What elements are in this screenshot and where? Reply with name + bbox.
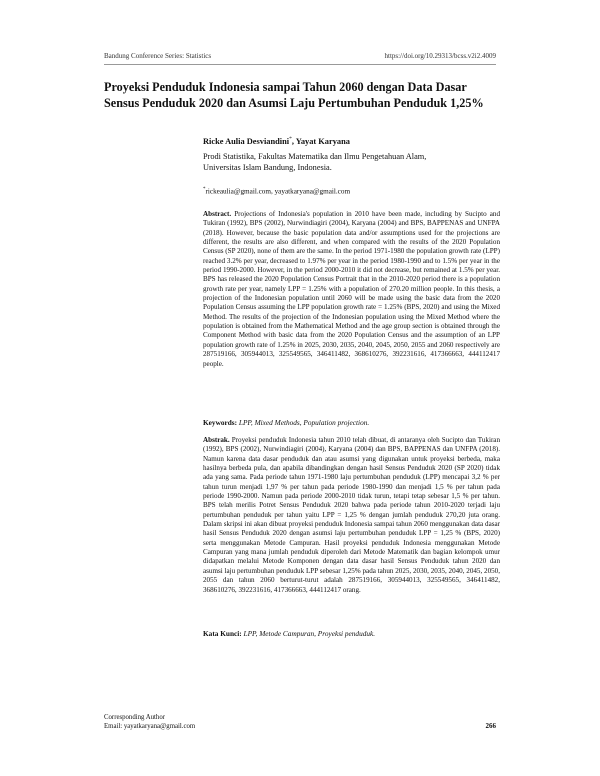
kata-kunci-text: LPP, Metode Campuran, Proyeksi penduduk. <box>243 629 376 638</box>
abstrak-label: Abstrak. <box>203 436 230 444</box>
keywords-label: Keywords: <box>203 418 238 427</box>
email-text: rickeaulia@gmail.com, yayatkaryana@gmail.com <box>205 187 351 196</box>
author-emails <box>203 187 350 195</box>
affiliation-line: Prodi Statistika, Fakultas Matematika dan Ilmu Pengetahuan Alam, <box>203 152 427 161</box>
corresponding-label: Corresponding Author <box>104 714 165 721</box>
author-list <box>203 136 350 146</box>
paper-title: Proyeksi Penduduk Indonesia sampai Tahun 2060 dengan Data Dasar Sensus Penduduk 2020 dan Asumsi Laju Pertumbuhan Penduduk 1,25% <box>104 80 484 110</box>
corresponding-mark: * <box>289 136 292 142</box>
abstrak-text: Proyeksi penduduk Indonesia tahun 2010 telah dibuat, di antaranya oleh Sucipto dan Tukiran (1992), BPS (2002), Nurwindiagiri (2004), Karyana (2004) dan BPS, BAPPENAS dan UNFPA (2018). Namun karena data dasar penduduk dan atau asumsi yang digunakan untuk proyeksi berbeda, maka hasilnya berbeda pula, dan apabila dibandingkan dengan hasil Sensus Penduduk 2020 (SP 2020) tidak ada yang sama. Pada periode tahun 1971-1980 laju pertumbuhan penduduk (LPP) mencapai 3,2 % per tahun turun menjadi 1,97 % per tahun pada periode 1980-1990 dan menjadi 1,5 % per tahun pada periode 1990-2000. Namun pada periode 2000-2010 tidak turun, tetapi tetap sebesar 1,5 % per tahun. BPS telah merilis Potret Sensus Penduduk 2020 bahwa pada periode tahun 2010-2020 terjadi laju pertumbuhan penduduk per tahun yaitu LPP = 1,25 % dengan jumlah penduduk 270,20 juta orang. Dalam skripsi ini akan dibuat proyeksi penduduk Indonesia sampai tahun 2060 menggunakan data dasar hasil Sensus Penduduk 2020 dengan asumsi laju pertumbuhan penduduk LPP = 1,25 % (BPS, 2020) serta menggunakan Metode Campuran. Hasil proyeksi penduduk Indonesia menggunakan Metode Campuran yang mana jumlah penduduk diperoleh dari Metode Matematik dan bagian kelompok umur didapatkan melalui Metode Komponen dengan data dasar hasil Sensus Penduduk tahun 2020 dan asumsi laju pertumbuhan penduduk LPP sebesar 1,25% pada tahun 2025, 2030, 2035, 2040, 2045, 2050, 2055 dan tahun 2060 berturut-turut adalah 287519166, 305944013, 325549565, 346411482, 368610276, 392231616, 417366663, 444112417 orang. <box>203 436 500 594</box>
abstract-text: Projections of Indonesia's population in 2010 have been made, including by Sucipto and Tukiran (1992), BPS (2002), Nurwindiagiri (2004), Karyana (2004) and BPS, BAPPENAS and UNFPA (2018). However, because the basic population data and/or assumptions used for the projections are different, the results are also different, and when compared with the results of the 2020 Population Census (SP 2020), none of them are the same. In the period 1971-1980 the population growth rate (LPP) reached 3.2% per year, decreased to 1.97% per year in the period 1980-1990 and to 1.5% per year in the period 1990-2000. However, in the period 2000-2010 it did not decrease, but remained at 1.5% per year. BPS has released the 2020 Population Census Portrait that in the 2010-2020 period there is a population growth rate per year, namely LPP = 1.25% with a population of 270.20 million people. In this thesis, a projection of the Indonesian population until 2060 will be made using the basic data from the 2020 Population Census assuming the LPP population growth rate = 1.25% (BPS, 2020) and using the Mixed Method. The results of the projection of the Indonesian population using the Mixed Method where the population is obtained from the Mathematical Method and the age group section is obtained through the Component Method with basic data from the 2020 Population Census and the assumption of an LPP population growth rate of 1.25% in 2025, 2030, 2035, 2040, 2045, 2050, 2055 and 2060 respectively are 287519166, 305944013, 325549565, 346411482, 368610276, 392231616, 417366663, 444112417 people. <box>203 210 500 368</box>
affiliation-line: Universitas Islam Bandung, Indonesia. <box>203 163 332 172</box>
corresponding-email[interactable]: Email: yayatkaryana@gmail.com <box>104 723 196 730</box>
journal-name: Bandung Conference Series: Statistics <box>104 52 212 60</box>
abstract-indonesian <box>203 436 500 595</box>
keywords-english <box>203 418 500 427</box>
author-name: Ricke Aulia Desviandini <box>203 136 290 146</box>
page-number: 266 <box>485 722 496 730</box>
email-mark: * <box>203 187 206 192</box>
author-name: Yayat Karyana <box>295 136 350 146</box>
abstract-label: Abstract. <box>203 210 232 218</box>
doi-link[interactable]: https://doi.org/10.29313/bcss.v2i2.4009 <box>384 52 496 60</box>
author-separator: , <box>291 136 296 146</box>
kata-kunci-label: Kata Kunci: <box>203 629 242 638</box>
keywords-indonesian <box>203 629 500 638</box>
corresponding-author <box>104 713 195 731</box>
abstract-english <box>203 210 500 369</box>
keywords-text: LPP, Mixed Methods, Population projection. <box>238 418 370 427</box>
affiliation <box>203 151 503 173</box>
header-divider <box>104 64 496 65</box>
